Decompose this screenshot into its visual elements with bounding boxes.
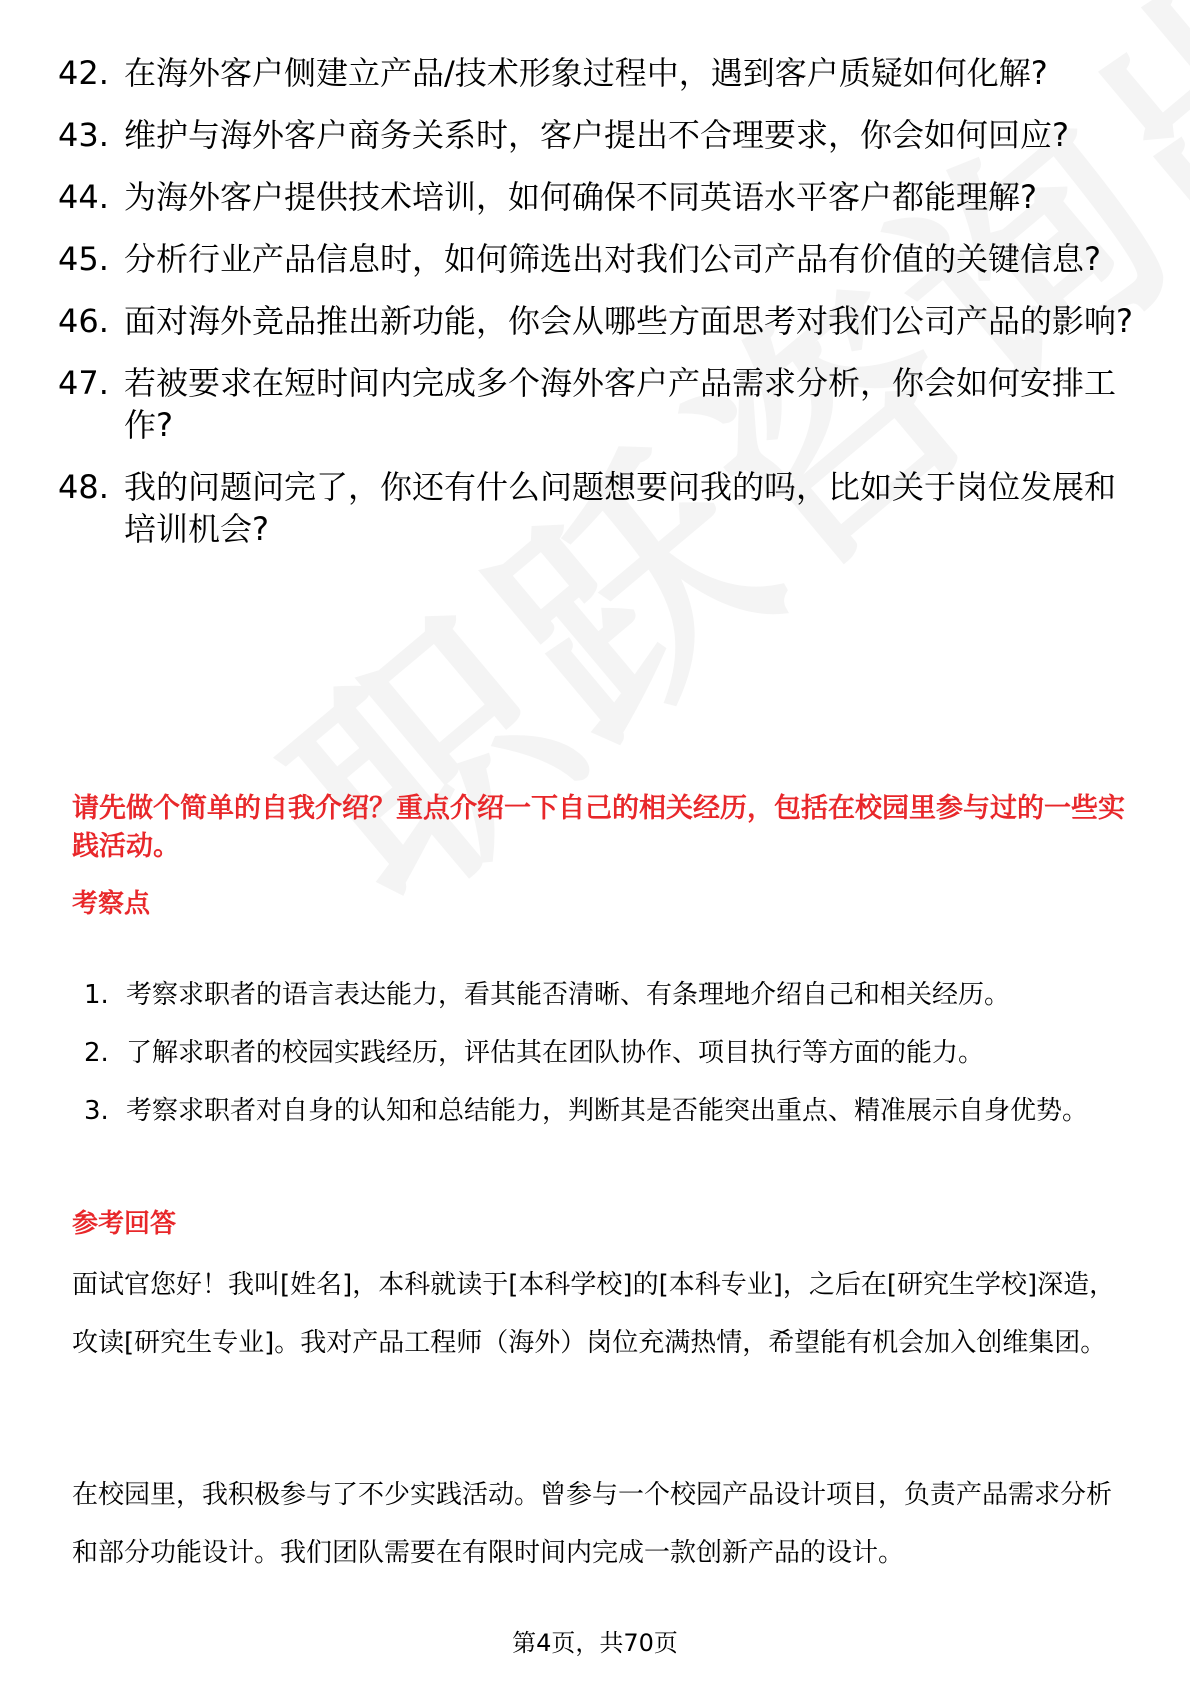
point-text: 了解求职者的校园实践经历，评估其在团队协作、项目执行等方面的能力。: [126, 1038, 985, 1068]
points-heading: 考察点: [72, 889, 151, 919]
question-number: 44.: [58, 178, 109, 216]
section-question-title: 请先做个简单的自我介绍？重点介绍一下自己的相关经历，包括在校园里参与过的一些实践活动。: [72, 793, 1125, 862]
question-number: 46.: [58, 302, 109, 340]
question-item: [58, 466, 1138, 550]
question-number: 43.: [58, 116, 109, 154]
question-number: 45.: [58, 240, 109, 278]
answer-heading: 参考回答: [72, 1209, 177, 1239]
point-item: [84, 1024, 1134, 1082]
question-text: 分析行业产品信息时，如何筛选出对我们公司产品有价值的关键信息?: [124, 240, 1101, 278]
question-item: [58, 114, 1138, 156]
point-text: 考察求职者的语言表达能力，看其能否清晰、有条理地介绍自己和相关经历。: [126, 980, 1011, 1010]
point-number: 3.: [84, 1096, 109, 1126]
point-text: 考察求职者对自身的认知和总结能力，判断其是否能突出重点、精准展示自身优势。: [126, 1096, 1089, 1126]
points-list: [84, 966, 1134, 1140]
question-text: 若被要求在短时间内完成多个海外客户产品需求分析，你会如何安排工作?: [124, 364, 1117, 444]
question-text: 面对海外竞品推出新功能，你会从哪些方面思考对我们公司产品的影响?: [124, 302, 1133, 340]
point-item: [84, 966, 1134, 1024]
question-item: [58, 300, 1138, 342]
page-number: 第4页，共70页: [512, 1629, 678, 1657]
question-item: [58, 52, 1138, 94]
point-number: 1.: [84, 980, 109, 1010]
question-number: 47.: [58, 364, 109, 402]
question-number: 48.: [58, 468, 109, 506]
question-list: [58, 52, 1138, 570]
question-text: 我的问题问完了，你还有什么问题想要问我的吗，比如关于岗位发展和培训机会?: [124, 468, 1117, 548]
question-text: 维护与海外客户商务关系时，客户提出不合理要求，你会如何回应?: [124, 116, 1069, 154]
point-number: 2.: [84, 1038, 109, 1068]
answer-paragraph: 在校园里，我积极参与了不少实践活动。曾参与一个校园产品设计项目，负责产品需求分析和部分功能设计。我们团队需要在有限时间内完成一款创新产品的设计。: [72, 1480, 1113, 1568]
question-item: [58, 238, 1138, 280]
question-item: [58, 362, 1138, 446]
question-number: 42.: [58, 54, 109, 92]
point-item: [84, 1082, 1134, 1140]
question-item: [58, 176, 1138, 218]
question-text: 在海外客户侧建立产品/技术形象过程中，遇到客户质疑如何化解?: [124, 54, 1048, 92]
question-text: 为海外客户提供技术培训，如何确保不同英语水平客户都能理解?: [124, 178, 1037, 216]
answer-paragraph: 面试官您好！我叫[姓名]，本科就读于[本科学校]的[本科专业]，之后在[研究生学校]深造，攻读[研究生专业]。我对产品工程师（海外）岗位充满热情，希望能有机会加入创维集团。: [72, 1270, 1116, 1358]
